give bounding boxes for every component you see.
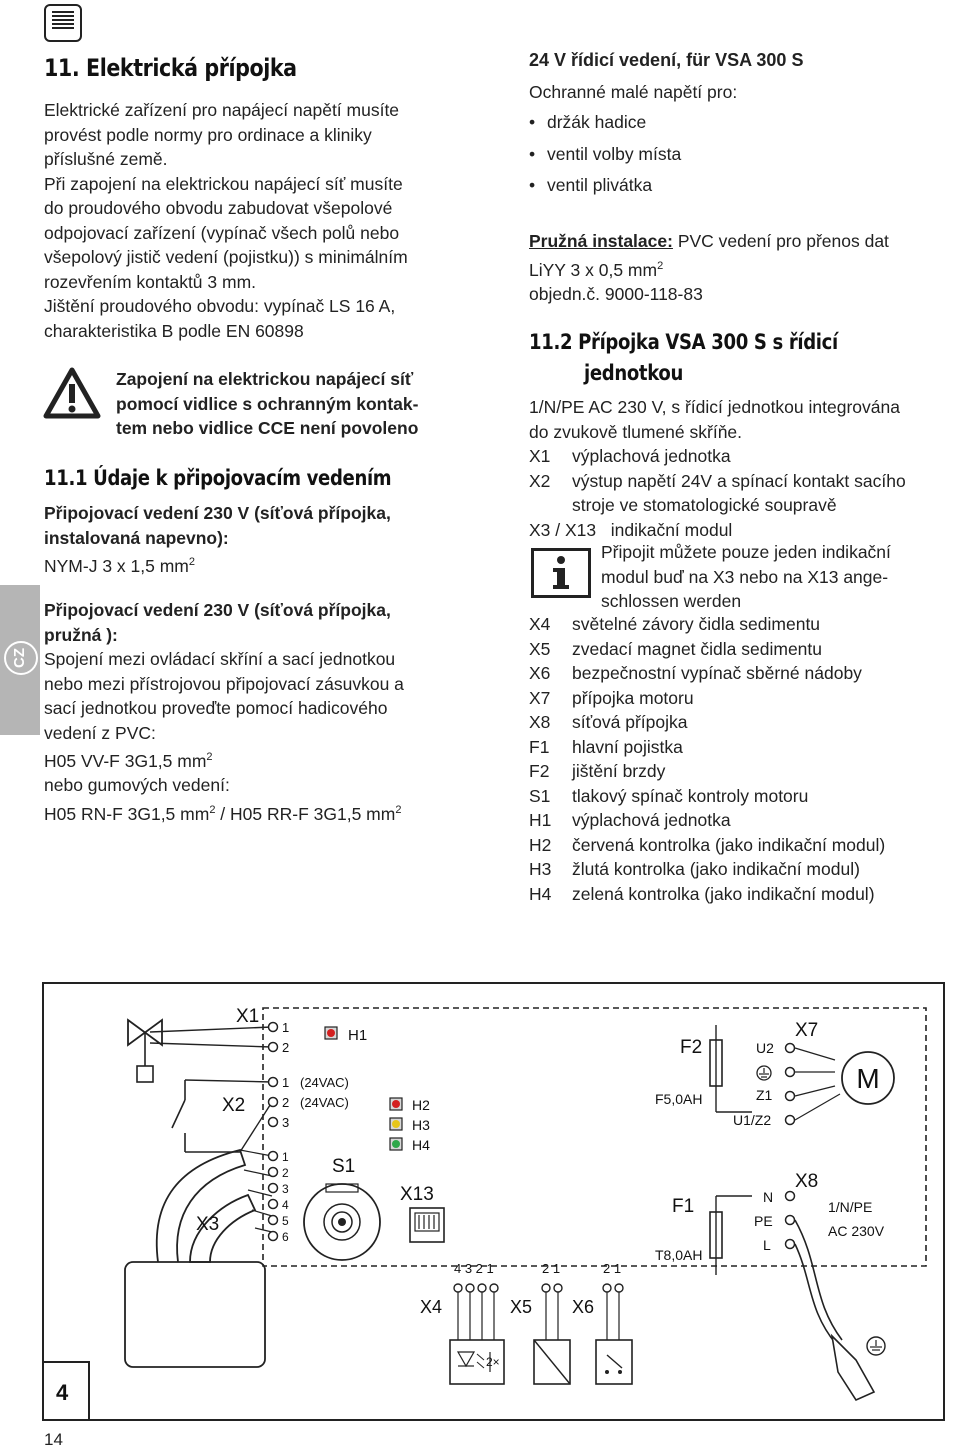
label-x13: X13 xyxy=(400,1184,434,1205)
legend-value: přípojka motoru xyxy=(572,687,694,708)
intro-line: do zvukově tlumené skříňe. xyxy=(529,421,743,442)
label-pe: PE xyxy=(754,1213,773,1229)
para-line: odpojovací zařízení (vypínač všech polů nebo xyxy=(44,222,400,243)
label-x3: X3 xyxy=(196,1214,220,1235)
rubber-line: nebo gumových vedení: xyxy=(44,775,230,796)
valve-icon xyxy=(128,1020,272,1082)
legend-key: H2 xyxy=(529,834,552,855)
label-x4: X4 xyxy=(420,1297,443,1317)
legend-value: bezpečnostní vypínač sběrné nádoby xyxy=(572,663,862,683)
legend-value: výstup napětí 24V a spínací kontakt sacího xyxy=(572,470,906,491)
section-11-2-title: 11.2 Přípojka VSA 300 S s řídicí xyxy=(529,330,838,354)
terminal xyxy=(269,1078,278,1087)
flex-line: sací jednotkou proveďte pomocí hadicového xyxy=(44,698,388,718)
terminal xyxy=(269,1043,278,1052)
pin-label: 2 xyxy=(282,1040,290,1055)
terminal xyxy=(786,1092,795,1101)
legend-key: S1 xyxy=(529,785,551,806)
label-h4: H4 xyxy=(412,1137,430,1153)
ground-symbol-icon xyxy=(757,1066,771,1080)
voltage-label: (24VAC) xyxy=(300,1095,349,1110)
document-icon xyxy=(44,4,82,42)
fixed-cable-heading: instalovaná napevno): xyxy=(44,527,229,548)
h05rn-type: H05 RN-F 3G1,5 mm xyxy=(44,803,210,824)
para-line: Jištění proudového obvodu: vypínač LS 16 A, xyxy=(44,296,396,316)
legend-value: světelné závory čidla sedimentu xyxy=(572,614,821,634)
lift-magnet-icon xyxy=(534,1340,570,1384)
terminal xyxy=(269,1232,278,1241)
mains-cable xyxy=(795,1220,874,1400)
terminal xyxy=(269,1168,278,1177)
terminal xyxy=(786,1044,795,1053)
pin-label: 4 xyxy=(282,1198,289,1212)
fixed-cable-heading: Připojovací vedení 230 V (síťová přípojka, xyxy=(44,503,391,523)
legend-row xyxy=(529,882,949,907)
page-number: 14 xyxy=(44,1430,63,1449)
legend-value: červená kontrolka (jako indikační modul) xyxy=(572,834,886,855)
para-line: všepolový jistič vedení (pojistku)) s minimálním xyxy=(44,247,408,267)
label-u1z2: U1/Z2 xyxy=(733,1112,772,1128)
legend-key: H4 xyxy=(529,883,552,904)
section-11-paragraph xyxy=(44,98,484,343)
para-line: Při zapojení na elektrickou napájecí síť musíte xyxy=(44,173,403,194)
legend-value: stroje ve stomatologické soupravě xyxy=(572,495,837,515)
list-item: • ventil volby místa xyxy=(529,142,929,167)
legend-row xyxy=(529,637,949,662)
label-x5: X5 xyxy=(510,1297,533,1317)
legend-key: X4 xyxy=(529,614,551,634)
legend-value: žlutá kontrolka (jako indikační modul) xyxy=(572,859,860,879)
legend-value: síťová přípojka xyxy=(572,712,688,732)
terminal xyxy=(269,1118,278,1127)
fixed-cable-block xyxy=(44,501,484,578)
legend-value: hlavní pojistka xyxy=(572,736,683,757)
legend-row xyxy=(529,784,949,809)
flex-line: nebo mezi přístrojovou připojovací zásuvkou a xyxy=(44,673,404,694)
list-item: • držák hadice xyxy=(529,110,929,135)
legend-row xyxy=(529,469,949,494)
mains-spec: AC 230V xyxy=(828,1223,885,1239)
terminal xyxy=(786,1116,795,1125)
legend-key: X8 xyxy=(529,712,551,732)
mains-spec: 1/N/PE xyxy=(828,1199,873,1215)
indicator-module xyxy=(125,1150,272,1367)
terminal xyxy=(786,1192,795,1201)
x5-pins: 2 1 xyxy=(542,1261,561,1276)
x4-pins: 4 3 2 1 xyxy=(454,1261,494,1276)
fixed-cable-type: NYM-J 3 x 1,5 mm xyxy=(44,555,189,576)
warning-line: tem nebo vidlice CCE není povoleno xyxy=(116,418,419,438)
superscript: 2 xyxy=(188,556,196,568)
terminal xyxy=(786,1216,795,1225)
label-x6: X6 xyxy=(572,1297,595,1317)
para-line: Elektrické zařízení pro napájecí napětí musíte xyxy=(44,100,400,120)
legend-row xyxy=(529,710,949,735)
label-l: L xyxy=(763,1237,771,1253)
legend-value: tlakový spínač kontroly motoru xyxy=(572,785,809,806)
language-tab-label: CZ xyxy=(11,648,28,668)
legend-value: výplachová jednotka xyxy=(572,446,731,466)
lamp-h2-color xyxy=(392,1100,400,1108)
flex-install-line xyxy=(529,229,949,254)
label-f2: F2 xyxy=(680,1037,703,1058)
legend-key: X1 xyxy=(529,446,551,466)
terminal xyxy=(269,1184,278,1193)
legend-key: H3 xyxy=(529,859,552,879)
motor-wiring xyxy=(795,1048,840,1120)
terminal xyxy=(786,1068,795,1077)
flex-install-text: PVC vedení pro přenos dat xyxy=(672,231,889,251)
warning-text xyxy=(116,367,476,441)
list-item: • ventil plivátka xyxy=(529,173,929,198)
bottom-terminals xyxy=(454,1284,623,1340)
legend-row xyxy=(529,493,949,518)
superscript: 2 xyxy=(209,803,216,816)
pressure-switch-icon xyxy=(304,1184,380,1260)
flex-cable-block xyxy=(44,598,484,826)
info-icon xyxy=(531,548,591,598)
terminal xyxy=(269,1200,278,1209)
legend-row xyxy=(529,444,949,469)
para-line: provést podle normy pro ordinace a kliniky xyxy=(44,124,372,145)
info-line: modul buď na X3 nebo na X13 ange- xyxy=(601,566,889,587)
terminal xyxy=(269,1152,278,1161)
section-11-1-title: 11.1 Údaje k připojovacím vedením xyxy=(44,466,392,490)
fuse-f1-rating: T8,0AH xyxy=(655,1247,703,1263)
info-line: Připojit můžete pouze jeden indikační xyxy=(601,542,891,562)
pin-label: 3 xyxy=(282,1115,290,1130)
x13-connector-icon xyxy=(410,1208,444,1242)
label-n: N xyxy=(763,1189,774,1205)
label-x1: X1 xyxy=(236,1006,260,1027)
label-s1: S1 xyxy=(332,1156,356,1177)
flex-install-block xyxy=(529,229,949,306)
legend-value: zvedací magnet čidla sedimentu xyxy=(572,638,822,659)
info-text xyxy=(601,540,941,614)
legend-row xyxy=(529,686,949,711)
pin-label: 2 xyxy=(282,1166,289,1180)
superscript: 2 xyxy=(657,259,664,272)
legend-key: X5 xyxy=(529,638,551,659)
lamp-h4-color xyxy=(392,1140,400,1148)
language-tab xyxy=(0,585,40,735)
order-number: objedn.č. 9000-118-83 xyxy=(529,283,703,304)
x6-pins: 2 1 xyxy=(603,1261,622,1276)
fuse-f2-rating: F5,0AH xyxy=(655,1091,703,1107)
label-z1: Z1 xyxy=(756,1087,773,1103)
fuse-f2-icon xyxy=(710,1025,752,1112)
warning-line: Zapojení na elektrickou napájecí síť xyxy=(116,369,414,389)
legend-value: zelená kontrolka (jako indikační modul) xyxy=(572,883,875,904)
terminal xyxy=(269,1098,278,1107)
wiring-diagram xyxy=(0,975,960,1425)
flex-install-label: Pružná instalace: xyxy=(529,231,673,251)
info-line: schlossen werden xyxy=(601,591,742,611)
voltage-label: (24VAC) xyxy=(300,1075,349,1090)
lamp-h1-color xyxy=(327,1029,335,1037)
para-line: charakteristika B podle EN 60898 xyxy=(44,320,304,341)
h05vv-type: H05 VV-F 3G1,5 mm xyxy=(44,750,207,771)
legend-row xyxy=(529,661,949,686)
legend-key: F1 xyxy=(529,736,550,757)
control-24v-intro: Ochranné malé napětí pro: xyxy=(529,82,738,102)
figure-number: 4 xyxy=(56,1380,69,1405)
section-11-2-intro xyxy=(529,395,949,542)
legend-key: X7 xyxy=(529,687,551,708)
h05vv-line xyxy=(44,745,484,773)
para-line: rozevřením kontaktů 3 mm. xyxy=(44,271,257,292)
label-f1: F1 xyxy=(672,1196,695,1217)
legend-key: F2 xyxy=(529,761,550,781)
switch-icon xyxy=(172,1080,272,1152)
plug-ground-icon xyxy=(867,1337,885,1355)
pin-label: 6 xyxy=(282,1230,289,1244)
label-u2: U2 xyxy=(756,1040,774,1056)
para-line: do proudového obvodu zabudovat všepolové xyxy=(44,198,393,218)
superscript: 2 xyxy=(206,751,213,763)
info-glyph-icon xyxy=(534,551,588,595)
x5-multiplier: 2× xyxy=(486,1355,500,1369)
flex-cable-heading: Připojovací vedení 230 V (síťová přípojka, xyxy=(44,600,391,620)
terminal xyxy=(269,1023,278,1032)
fuse-f1-icon xyxy=(710,1196,752,1275)
para-line: příslušné země. xyxy=(44,149,168,169)
label-h3: H3 xyxy=(412,1117,430,1133)
label-h2: H2 xyxy=(412,1097,430,1113)
legend-row xyxy=(529,808,949,833)
section-11-2-title-cont: jednotkou xyxy=(584,361,683,385)
legend-row xyxy=(529,759,949,784)
pin-label: 1 xyxy=(282,1150,289,1164)
terminal xyxy=(269,1216,278,1225)
intro-line: 1/N/PE AC 230 V, s řídicí jednotkou integrována xyxy=(529,397,900,417)
pin-label: 5 xyxy=(282,1214,289,1228)
control-unit-box xyxy=(263,1008,926,1266)
control-24v-heading: 24 V řídicí vedení, für VSA 300 S xyxy=(529,50,804,70)
fixed-cable-value xyxy=(44,550,484,578)
pin-label: 1 xyxy=(282,1075,290,1090)
flex-cable-heading: pružná ): xyxy=(44,624,118,645)
h05rr-type: / H05 RR-F 3G1,5 mm xyxy=(215,803,396,824)
legend-row xyxy=(529,612,949,637)
x3-line: X3 / X13 indikační modul xyxy=(529,519,733,540)
label-x8: X8 xyxy=(795,1171,819,1192)
flex-line: Spojení mezi ovládací skříní a sací jednotkou xyxy=(44,649,396,669)
label-x7: X7 xyxy=(795,1020,819,1041)
legend-row xyxy=(529,857,949,882)
terminal xyxy=(786,1240,795,1249)
label-x2: X2 xyxy=(222,1095,246,1116)
label-h1: H1 xyxy=(348,1027,368,1044)
legend-key: X6 xyxy=(529,663,551,683)
pin-label: 1 xyxy=(282,1020,290,1035)
pin-label: 2 xyxy=(282,1095,290,1110)
control-24v-list xyxy=(529,110,929,205)
legend-list xyxy=(529,612,949,906)
warning-icon xyxy=(42,366,102,420)
pin-label: 3 xyxy=(282,1182,289,1196)
safety-switch-icon xyxy=(596,1340,632,1384)
lamp-h3-color xyxy=(392,1120,400,1128)
motor-label: M xyxy=(856,1063,880,1094)
legend-key: H1 xyxy=(529,810,552,830)
cable-type: LiYY 3 x 0,5 mm xyxy=(529,259,658,280)
legend-value: výplachová jednotka xyxy=(572,810,731,830)
legend-row xyxy=(529,833,949,858)
superscript: 2 xyxy=(395,803,402,816)
legend-value: jištění brzdy xyxy=(572,761,666,781)
cable-line xyxy=(529,254,949,282)
legend-row xyxy=(529,735,949,760)
flex-line: vedení z PVC: xyxy=(44,722,156,743)
legend-key: X2 xyxy=(529,470,551,491)
warning-line: pomocí vidlice s ochranným kontak- xyxy=(116,393,419,414)
h05rn-line xyxy=(44,798,484,826)
legend-key-empty xyxy=(529,493,572,518)
section-11-title: 11. Elektrická přípojka xyxy=(44,54,297,82)
